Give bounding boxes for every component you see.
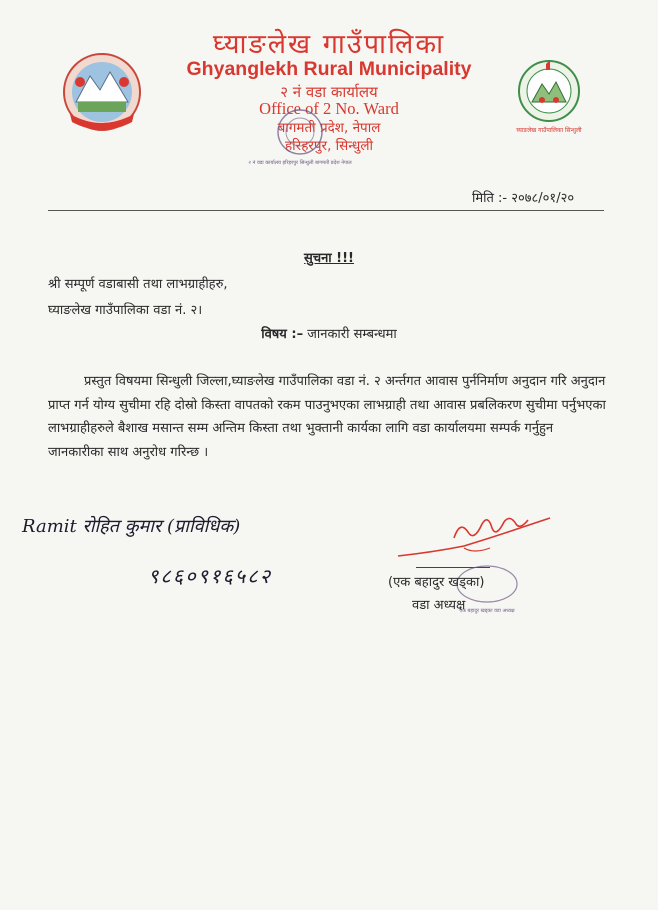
- office-stamp-text: २ नं वडा कार्यालय हरिहरपुर सिन्धुली बागमती प्रदेश नेपाल: [248, 160, 352, 166]
- signatory-name: (एक बहादुर खड्का): [388, 575, 485, 590]
- municipality-logo-caption: घ्याङलेख गाउँपालिका सिन्धुली: [516, 127, 582, 134]
- addressee-line-2: घ्याङलेख गाउँपालिका वडा नं. २।: [48, 303, 203, 318]
- subject-text: जानकारी सम्बन्धमा: [303, 327, 397, 342]
- notice-title: सुचना !!!: [304, 251, 354, 266]
- signatory-stamp-text: एक बहादुर खड्का वडा अध्यक्ष: [459, 608, 515, 614]
- header-divider: [48, 210, 604, 211]
- ward-office-nepali: २ नं वडा कार्यालय: [280, 83, 378, 101]
- notice-body-text: प्रस्तुत विषयमा सिन्धुली जिल्ला,घ्याङलेख गाउँपालिका वडा नं. २ अर्न्तगत आवास पुर्ननिर्माण अनुदान गरि अनुदान प्राप्त गर्न योग्य सुचीमा रहि दोस्रो किस्ता वापतको रकम पाउनुभएका लाभग्राही तथा आवास प्रबलिकरण सुचीमा पर्नुभएका लाभग्राहीहरुले बैशाख मसान्त सम्म अन्तिम किस्ता तथा भुक्तानी कार्यका लागि वडा कार्यालयमा सम्पर्क गर्नुहुन जानकारीका साथ अनुरोध गरिन्छ ।: [48, 374, 606, 460]
- handwritten-phone: ९८६०९१६५८२: [148, 564, 272, 588]
- municipality-name-nepali: घ्याङलेख गाउँपालिका: [212, 29, 446, 60]
- ward-office-english: Office of 2 No. Ward: [259, 99, 399, 118]
- subject-label: विषय :–: [261, 327, 304, 342]
- notice-body: [48, 370, 608, 464]
- addressee-line-1: श्री सम्पूर्ण वडाबासी तथा लाभग्राहीहरु,: [48, 277, 228, 292]
- district-line: हरिहरपुर, सिन्धुली: [285, 138, 373, 154]
- office-stamp-icon: [248, 104, 352, 188]
- province-line: बागमती प्रदेश, नेपाल: [277, 120, 381, 136]
- subject-line: [0, 324, 658, 342]
- letter-date: मिति :- २०७८/०१/२०: [472, 191, 575, 206]
- signatory-title: वडा अध्यक्ष: [412, 598, 466, 613]
- handwritten-contact-name: Ramit रोहित कुमार (प्राविधिक): [22, 516, 241, 537]
- municipality-name-english: Ghyanglekh Rural Municipality: [186, 58, 472, 80]
